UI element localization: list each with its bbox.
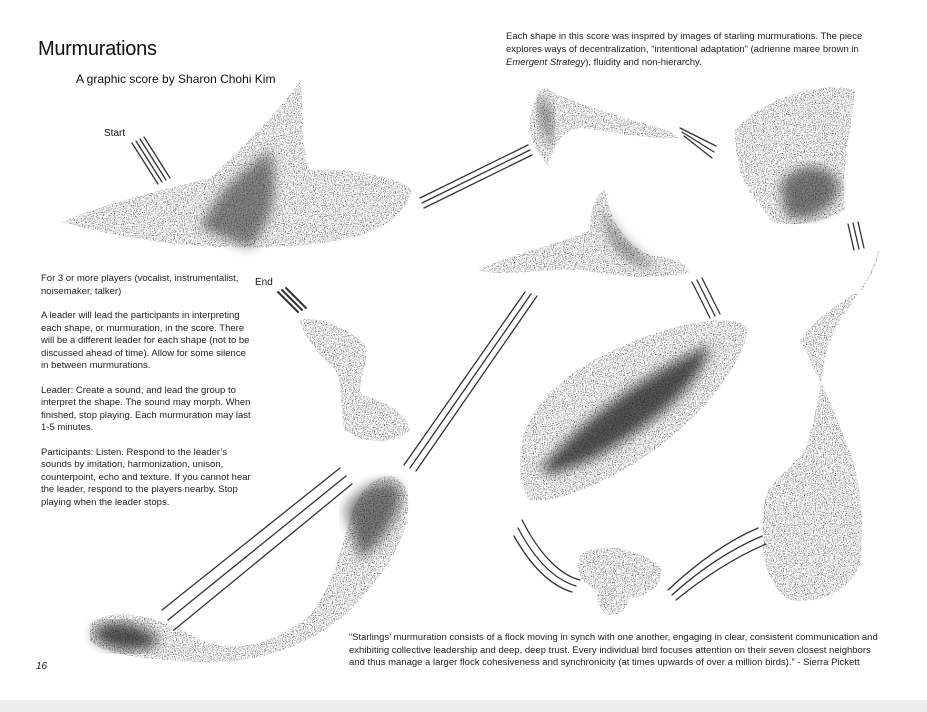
book-title: Emergent Strategy	[506, 57, 586, 68]
page-title: Murmurations	[38, 38, 157, 60]
connector-5-7	[514, 520, 580, 592]
connector-7-6	[668, 528, 766, 600]
intro-text-start: Each shape in this score was inspired by images of starling murmurations. The piece explores ways of decentralization, “intentional adaptation” (adrienne maree brown in	[506, 31, 863, 55]
page-number: 16	[36, 661, 48, 672]
connector-3-6	[848, 222, 864, 250]
leader-intro-paragraph: A leader will lead the participants in interpreting each shape, or murmuration, in the score. There will be a different leader for each shape (not to be discussed ahead of time). Allow for some silence in between murmurations.	[41, 310, 250, 371]
murmuration-shape-8	[300, 319, 410, 441]
murmuration-shape-6	[763, 250, 879, 601]
quote-paragraph: “Starlings’ murmuration consists of a flock moving in synch with one another, engaging in clear, consistent communication and exhibiting collective leadership and deep, deep trust. Every individual bird focuses attention on their seven closest neighbors and thus manage a larger flock cohesiveness and synchronicity (at times upwards of over a million birds).” - Sierra Pickett	[349, 632, 878, 668]
end-label: End	[255, 277, 273, 288]
connector-2-3	[680, 128, 716, 158]
connector-start	[132, 137, 170, 184]
murmuration-shape-1	[62, 82, 412, 248]
murmuration-shape-7	[578, 548, 661, 615]
murmuration-shape-5	[520, 320, 748, 500]
start-label: Start	[104, 128, 126, 139]
participants-role-paragraph: Participants: Listen. Respond to the leader’s sounds by imitation, harmonization, unison, counterpoint, echo and texture. If you cannot hear the leader, respond to the players nearby. Stop playing when the leader stops.	[41, 446, 251, 508]
connector-4-9	[404, 292, 537, 471]
instructions-block	[41, 273, 251, 521]
page-bottom-margin	[0, 700, 927, 712]
connector-end	[278, 288, 306, 312]
murmuration-shape-4	[478, 190, 690, 277]
players-paragraph: For 3 or more players (vocalist, instrumentalist, noisemaker, talker)	[41, 273, 239, 297]
connector-4-5	[692, 278, 720, 318]
murmuration-shape-2	[530, 88, 678, 165]
murmuration-shape-3	[735, 87, 855, 224]
intro-text-end: ), fluidity and non-hierarchy.	[585, 57, 702, 68]
intro-paragraph	[506, 30, 886, 69]
page-subtitle: A graphic score by Sharon Chohi Kim	[76, 72, 276, 86]
leader-role-paragraph: Leader: Create a sound, and lead the group to interpret the shape. The sound may morph. When finished, stop playing. Each murmuration may last 1-5 minutes.	[41, 384, 251, 433]
connector-1-2	[420, 145, 532, 208]
